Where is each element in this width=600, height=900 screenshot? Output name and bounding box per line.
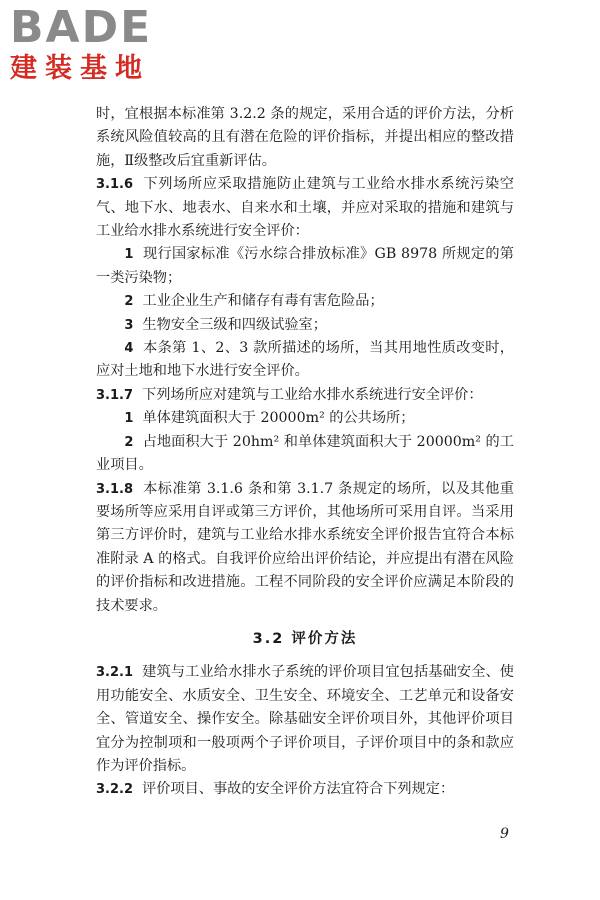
list-item bbox=[96, 431, 514, 478]
bade-logo bbox=[10, 4, 152, 84]
item-number: 3 bbox=[124, 317, 134, 333]
item-text: 单体建筑面积大于 20000m² 的公共场所； bbox=[142, 410, 415, 427]
clause-text: 下列场所应对建筑与工业给水排水系统进行安全评价： bbox=[142, 386, 483, 403]
item-text: 工业企业生产和储存有毒有害危险品； bbox=[142, 293, 384, 310]
list-item bbox=[96, 407, 514, 430]
clause-text: 建筑与工业给水排水子系统的评价项目宜包括基础安全、使用功能安全、水质安全、卫生安全、环境安全、工艺单元和设备安全、管道安全、操作安全。除基础安全评价项目外，其他评价项目宜分为控制项和一般项两个子评价项目，子评价项目中的条和款应作为评价指标。 bbox=[96, 664, 514, 774]
logo-wordmark: BADE bbox=[10, 2, 153, 53]
paragraph-continued: 时，宜根据本标准第 3.2.2 条的规定，采用合适的评价方法，分析系统风险值较高的且有潜在危险的评价指标，并提出相应的整改措施，Ⅱ级整改后宜重新评估。 bbox=[96, 106, 514, 169]
section-heading: 3.2 评价方法 bbox=[252, 630, 358, 647]
list-item bbox=[96, 314, 514, 337]
clause-number: 3.2.1 bbox=[96, 665, 134, 681]
list-item bbox=[96, 243, 514, 290]
item-number: 1 bbox=[124, 247, 134, 263]
clause-3-2-1 bbox=[96, 661, 514, 778]
item-number: 2 bbox=[124, 434, 134, 450]
clause-text: 本标准第 3.1.6 条和第 3.1.7 条规定的场所，以及其他重要场所等应采用自评或第三方评价，其他场所可采用自评。当采用第三方评价时，建筑与工业给水排水系统安全评价报告宜符合本标准附录 A 的格式。自我评价应给出评价结论，并应提出有潜在风险的评价指标和改进措施。工程不同阶段的安全评价应满足本阶段的技术要求。 bbox=[96, 480, 514, 614]
clause-text: 下列场所应采取措施防止建筑与工业给水排水系统污染空气、地下水、地表水、自来水和土壤，并应对采取的措施和建筑与工业给水排水系统进行安全评价： bbox=[96, 176, 514, 240]
page-number: 9 bbox=[500, 826, 509, 842]
item-number: 1 bbox=[124, 411, 134, 427]
item-number: 2 bbox=[124, 294, 134, 310]
clause-text: 评价项目、事故的安全评价方法宜符合下列规定： bbox=[142, 781, 455, 798]
list-item bbox=[96, 290, 514, 313]
item-text: 生物安全三级和四级试验室； bbox=[142, 316, 327, 333]
clause-number: 3.1.6 bbox=[96, 177, 134, 193]
list-item bbox=[96, 337, 514, 384]
clause-3-1-8 bbox=[96, 478, 514, 618]
item-number: 4 bbox=[124, 341, 134, 357]
logo-subtitle: 建装基地 bbox=[10, 53, 150, 84]
item-text: 占地面积大于 20hm² 和单体建筑面积大于 20000m² 的工业项目。 bbox=[96, 433, 514, 474]
clause-number: 3.2.2 bbox=[96, 782, 134, 798]
clause-number: 3.1.7 bbox=[96, 387, 134, 403]
clause-3-1-7 bbox=[96, 384, 514, 407]
item-text: 现行国家标准《污水综合排放标准》GB 8978 所规定的第一类污染物； bbox=[96, 246, 514, 286]
page-body bbox=[96, 103, 514, 802]
item-text: 本条第 1、2、3 款所描述的场所，当其用地性质改变时，应对土地和地下水进行安全评价。 bbox=[96, 340, 514, 380]
clause-3-2-2 bbox=[96, 778, 514, 801]
clause-number: 3.1.8 bbox=[96, 481, 134, 497]
clause-3-1-6 bbox=[96, 173, 514, 243]
